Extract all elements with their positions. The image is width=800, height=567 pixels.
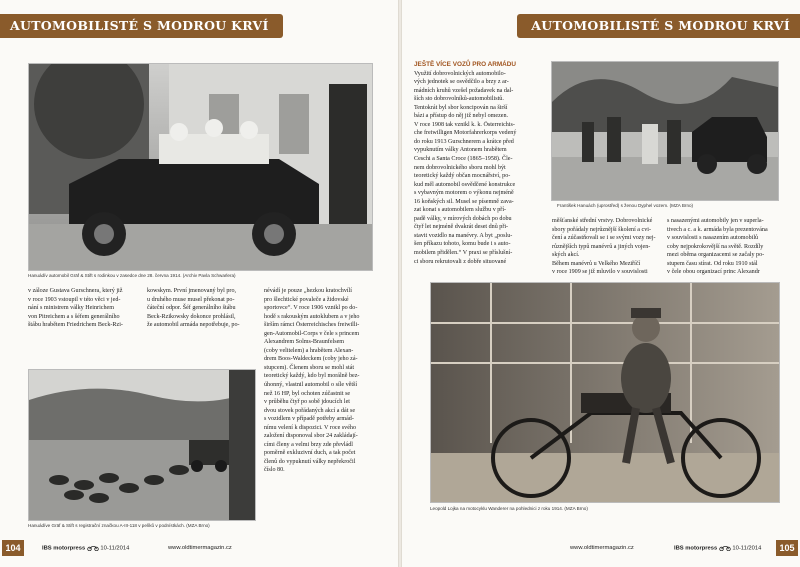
text-line: širším rámci Österreichisches freiwilli- <box>264 322 360 329</box>
text-line: vypuknutím války Antonem hrabětem <box>414 147 507 154</box>
text-line: sportovce“. V roce 1906 vznikl po do- <box>264 305 358 312</box>
text-line: teoretický každý občan mocnářství, po- <box>414 173 511 180</box>
right-page-number: 105 <box>776 540 798 556</box>
text-line: stupcem). Členem sboru se mohl stát <box>264 364 355 371</box>
text-line: úhonný, vlastnil automobil o síle větší <box>264 382 358 389</box>
text-line: s vozidlem v případě potřeby armád- <box>264 416 354 423</box>
text-line: v roce 1903 vstoupil v této věci v jed- <box>28 296 121 303</box>
text-line: drem Boos-Waldeckem (coby jeho zá- <box>264 356 358 363</box>
text-line: sbory pořádaly nejrůznější školení a cvi- <box>552 226 651 233</box>
text-line: nímu velení k dispozici. V roce svého <box>264 424 357 431</box>
text-line: že automobil armáda nepotřebuje, po- <box>147 322 240 329</box>
group-photo <box>551 61 779 201</box>
right-text-column-1 <box>414 61 552 266</box>
left-text-column-1 <box>28 287 136 330</box>
text-line: tivech a c. a k. armáda byla prezentována <box>667 226 768 233</box>
text-line: hodě s rakouským autoklubem a v jeho <box>264 313 360 320</box>
text-line: v průběhu čtyř po sobě jdoucích let <box>264 399 350 406</box>
road-photo-caption: Hanuádíve Gräf & Stift s registrační značkou A-III-118 v pelíků v podnístkách. (MZA Brno) <box>28 523 210 528</box>
car-photo-caption: Hanuádív automobil Gräf & Stift s rodinkou v zasedce dne 28. června 1914. (Archiv Pavla Schwarlera) <box>28 273 236 278</box>
left-footer-website[interactable]: www.oldtimermagazin.cz <box>168 545 232 551</box>
left-header-banner: AUTOMOBILISTÉ S MODROU KRVÍ <box>0 14 283 38</box>
text-line: v čele obou organizací princ Alexandr <box>667 269 760 276</box>
group-photo-caption: František Hanuách (uprostřed) s ženou Dyphel vozem. (MZA Brno) <box>557 203 694 208</box>
text-line: v souvislosti s nasazením automobilů <box>667 235 759 242</box>
text-line: s nasazenými automobily jen v superla- <box>667 218 764 224</box>
text-line: padě války, v mírových dobách po dobu <box>414 215 512 222</box>
text-line: ci sboru rekrutovali z dobře situované <box>414 258 507 265</box>
text-line: Využití dobrovolnických automobilo- <box>414 70 506 77</box>
left-page <box>0 0 398 567</box>
left-text-column-2 <box>147 287 255 330</box>
text-line: Ceschi a Santa Croce (1865–1958). Čle- <box>414 156 513 163</box>
motorcycle-photo-caption: Leopold Lojka na motocyklu Wanderer na pohlednici z roku 1914. (MZA Brno) <box>430 506 588 511</box>
text-line: Beck-Rzikowsky dokonce prohlásil, <box>147 313 236 320</box>
right-header-banner: AUTOMOBILISTÉ S MODROU KRVÍ <box>517 14 800 38</box>
text-line: u druhého muse musel překonat po- <box>147 296 235 303</box>
text-line: Během manévrů u Velkého Meziříčí <box>552 260 641 267</box>
text-line: bázi a přístup do něj již nebyl omezen. <box>414 113 509 120</box>
text-line: (coby velitelem) a hrabětem Alexan- <box>264 347 354 354</box>
text-line: cími členy a velmi brzy zde převládl <box>264 441 353 448</box>
text-line: teoretický každý, kdo byl morálně bez- <box>264 373 360 380</box>
text-line: členů do vypuknutí války nepřekročil <box>264 458 356 465</box>
text-line: do roku 1913 Gurschnerem a krátce před <box>414 138 514 145</box>
right-footer-magazine <box>674 545 761 552</box>
text-line: čtyř let nejméně dvakrát deset dnů při- <box>414 224 509 231</box>
footer-magazine-name: IBS motorpress <box>42 545 86 552</box>
text-line: kud měl automobil osvědčené konstrukce <box>414 181 516 188</box>
text-line: s vybavným motorem o výkonu nejméně <box>414 190 514 197</box>
text-line: 16 koňských sil. Musel se písemně zava- <box>414 198 514 205</box>
left-page-number: 104 <box>2 540 24 556</box>
text-line: měšťanské střední vrstvy. Dobrovolnické <box>552 218 653 224</box>
text-line: různějších typů manévrů a jiných vojen- <box>552 243 651 250</box>
text-line: nem dobrovolnického sboru mohl být <box>414 164 506 171</box>
text-line: čení a zúčastňovali se i se svými vozy nej- <box>552 235 656 242</box>
right-text-column-2 <box>552 217 660 277</box>
text-line: v roce 1909 se již mluvilo v souvislosti <box>552 269 648 276</box>
text-line: vých jednotek se osvědčilo a brzy z ar- <box>414 79 509 86</box>
section-title: JEŠTĚ VÍCE VOZŮ PRO ARMÁDU <box>414 61 517 68</box>
text-line: nání s ministrem války Heinrichem <box>28 305 114 312</box>
motorcycle-icon <box>719 545 731 551</box>
text-line: Tentokrát byl sbor koncipován na širší <box>414 104 508 111</box>
text-line: dvou stovek pořádaných akcí a dát se <box>264 407 356 414</box>
text-line: coby nejpokrokovější na světě. Rozdíly <box>667 243 764 250</box>
text-line: než 16 HP, byl ochoten zúčastnit se <box>264 390 351 397</box>
text-line: che freiwilligen Motorfahrerkorps vedený <box>414 130 517 137</box>
text-line: gen-Automobil-Corps v čele s princem <box>264 330 360 337</box>
left-footer-magazine <box>42 545 129 552</box>
text-line: šen příkazu tohoto, komu bude i s auto- <box>414 241 511 248</box>
text-line: Alexandrem Solms-Braunfelsem <box>264 339 345 346</box>
text-line: v záloze Gustava Gurschnera, který již <box>28 288 123 294</box>
text-line: mezi oběma organizacemi se začaly po- <box>667 252 765 259</box>
text-line: névádí je pouze „hezkou kratochvílí <box>264 288 352 294</box>
text-line: ších sto dobrovolníků-automobilistů. <box>414 96 504 103</box>
right-text-column-3 <box>667 217 777 277</box>
text-line: mobilem přidělen.“ V praxi se příslušní- <box>414 250 513 257</box>
left-text-column-3 <box>264 287 374 475</box>
text-line: von Pitreichem a s šéfem generálního <box>28 313 120 320</box>
text-line: číslo 80. <box>264 467 285 474</box>
motorcycle-photo <box>430 282 780 503</box>
text-line: ských akcí. <box>552 252 580 259</box>
road-photo <box>28 369 256 521</box>
text-line: kowskym. První jmenovaný byl pro, <box>147 288 237 294</box>
text-line: založení disponoval sbor 24 zakládají- <box>264 433 358 440</box>
right-page <box>402 0 800 567</box>
text-line: pro šlechtické povaleče a židovské <box>264 296 349 303</box>
car-photo <box>28 63 373 271</box>
footer-magazine-name: IBS motorpress <box>674 545 718 552</box>
footer-issue: 10-11/2014 <box>100 545 130 552</box>
right-footer-website[interactable]: www.oldtimermagazin.cz <box>570 545 634 551</box>
text-line: čáteční odpor. Šéf generálního štábu <box>147 305 236 312</box>
text-line: stavit vozidlo na manévry. A byt „poslu- <box>414 232 513 239</box>
text-line: poměrně exkluzivní duch, a tak počet <box>264 450 356 457</box>
motorcycle-icon <box>87 545 99 551</box>
text-line: zat konat s automobilem službu v pří- <box>414 207 507 214</box>
text-line: mádních kruhů vzešel požadavek na dal- <box>414 87 514 94</box>
text-line: stupem času stírat. Od roku 1910 stál <box>667 260 758 267</box>
footer-issue: 10-11/2014 <box>732 545 762 552</box>
text-line: V roce 1908 tak vznikl k. k. Österreichis- <box>414 121 515 128</box>
text-line: štábu hrabětem Friedrichem Beck-Rzi- <box>28 322 123 329</box>
